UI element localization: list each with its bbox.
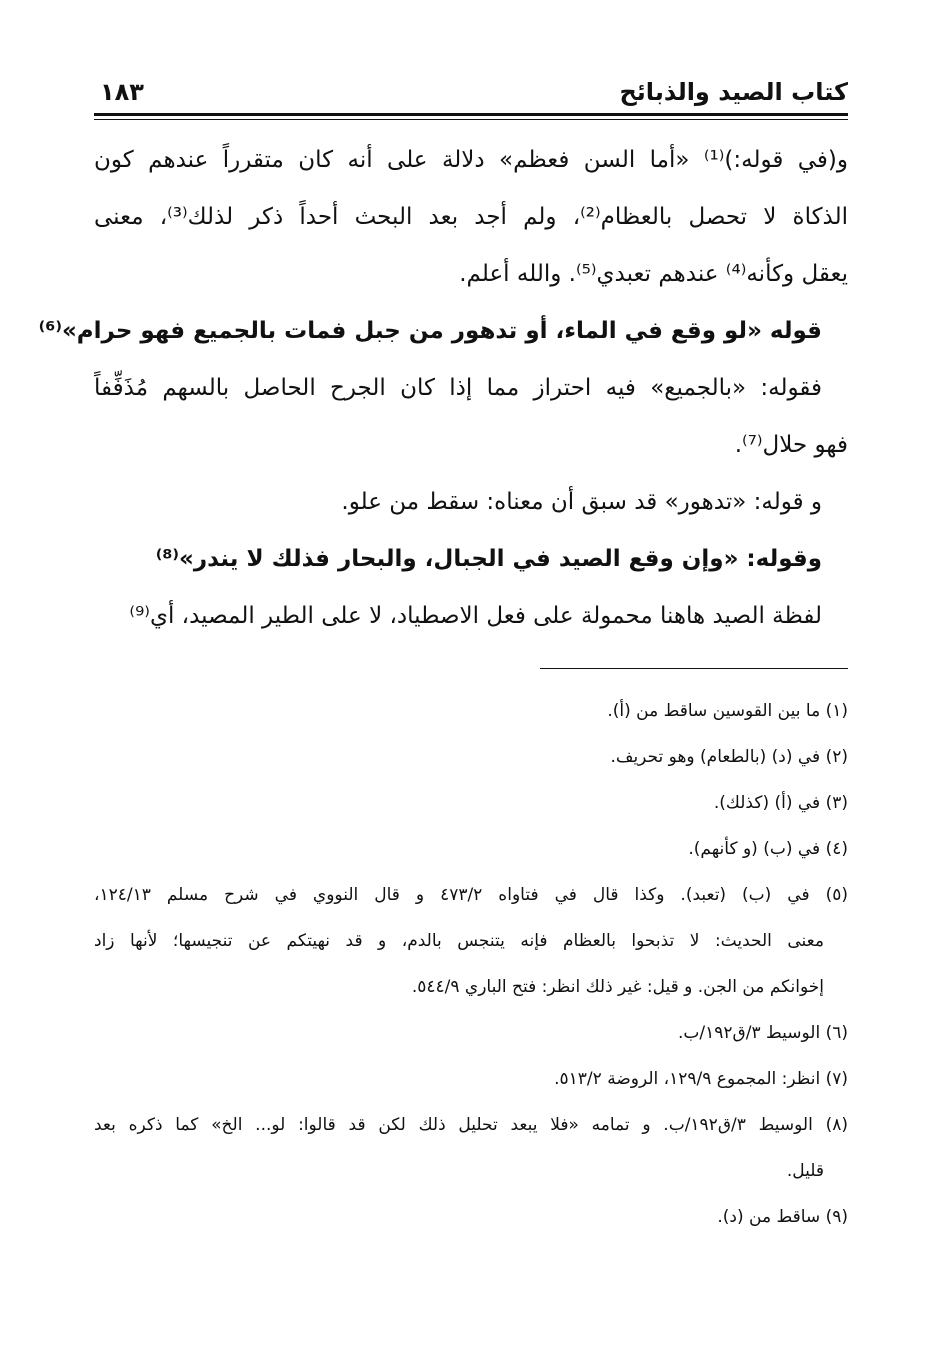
header-rule-thick (94, 113, 848, 116)
page-number: ١٨٣ (100, 78, 144, 106)
footnote-line: (٦) الوسيط ٣/ق١٩٢/ب. (677, 1023, 848, 1043)
footnote-line: (٣) في (أ) (كذلك). (713, 793, 848, 813)
footnote-continuation: قليل. (786, 1161, 824, 1181)
footnote-continuation: إخوانكم من الجن. و قيل: غير ذلك انظر: فتح الباري ٥٤٤/٩. (411, 977, 824, 997)
text-line: الذكاة لا تحصل بالعظام⁽²⁾، ولم أجد بعد البحث أحداً ذكر لذلك⁽³⁾، معنى (94, 204, 849, 230)
footnote-line: (٩) ساقط من (د). (717, 1207, 848, 1227)
footnote-line: (٧) انظر: المجموع ١٢٩/٩، الروضة ٥١٣/٢. (554, 1069, 848, 1089)
chapter-title: كتاب الصيد والذبائح (619, 78, 848, 106)
running-header (94, 78, 848, 116)
footnote-separator (540, 668, 848, 669)
text-line: فقوله: «بالجميع» فيه احتراز مما إذا كان الجرح الحاصل بالسهم مُذَفِّفاً (94, 375, 822, 401)
footnote-line: (٢) في (د) (بالطعام) وهو تحريف. (610, 747, 848, 767)
footnote-line: (٨) الوسيط ٣/ق١٩٢/ب. و تمامه «فلا يبعد تحليل ذلك لكن قد قالوا: لو... الخ» كما ذكره بعد (94, 1115, 848, 1135)
quoted-heading-line: وقوله: «وإن وقع الصيد في الجبال، والبحار فذلك لا يندر»⁽⁸⁾ (155, 546, 822, 572)
text-line: يعقل وكأنه⁽⁴⁾ عندهم تعبدي⁽⁵⁾. والله أعلم. (459, 261, 848, 287)
footnote-line: (١) ما بين القوسين ساقط من (أ). (607, 701, 848, 721)
text-line: لفظة الصيد هاهنا محمولة على فعل الاصطياد، لا على الطير المصيد، أي⁽⁹⁾ (129, 603, 822, 629)
main-text (38, 132, 849, 645)
footnotes (94, 688, 848, 1240)
footnote-continuation: معنى الحديث: لا تذبحوا بالعظام فإنه يتنجس بالدم، و قد نهيتكم عن تنجيسها؛ لأنها زاد (94, 931, 824, 951)
text-line: و(في قوله:)⁽¹⁾ «أما السن فعظم» دلالة على أنه كان متقرراً عندهم كون (94, 147, 848, 173)
text-line: و قوله: «تدهور» قد سبق أن معناه: سقط من علو. (341, 489, 822, 515)
footnote-line: (٥) في (ب) (تعبد). وكذا قال في فتاواه ٤٧٣/٢ و قال النووي في شرح مسلم ١٢٤/١٣، (94, 885, 848, 905)
quoted-heading-line: قوله «لو وقع في الماء، أو تدهور من جبل فمات بالجميع فهو حرام»⁽⁶⁾ (38, 318, 822, 344)
footnote-line: (٤) في (ب) (و كأنهم). (688, 839, 848, 859)
header-rule-thin (94, 119, 848, 120)
text-line: فهو حلال⁽⁷⁾. (734, 432, 848, 458)
